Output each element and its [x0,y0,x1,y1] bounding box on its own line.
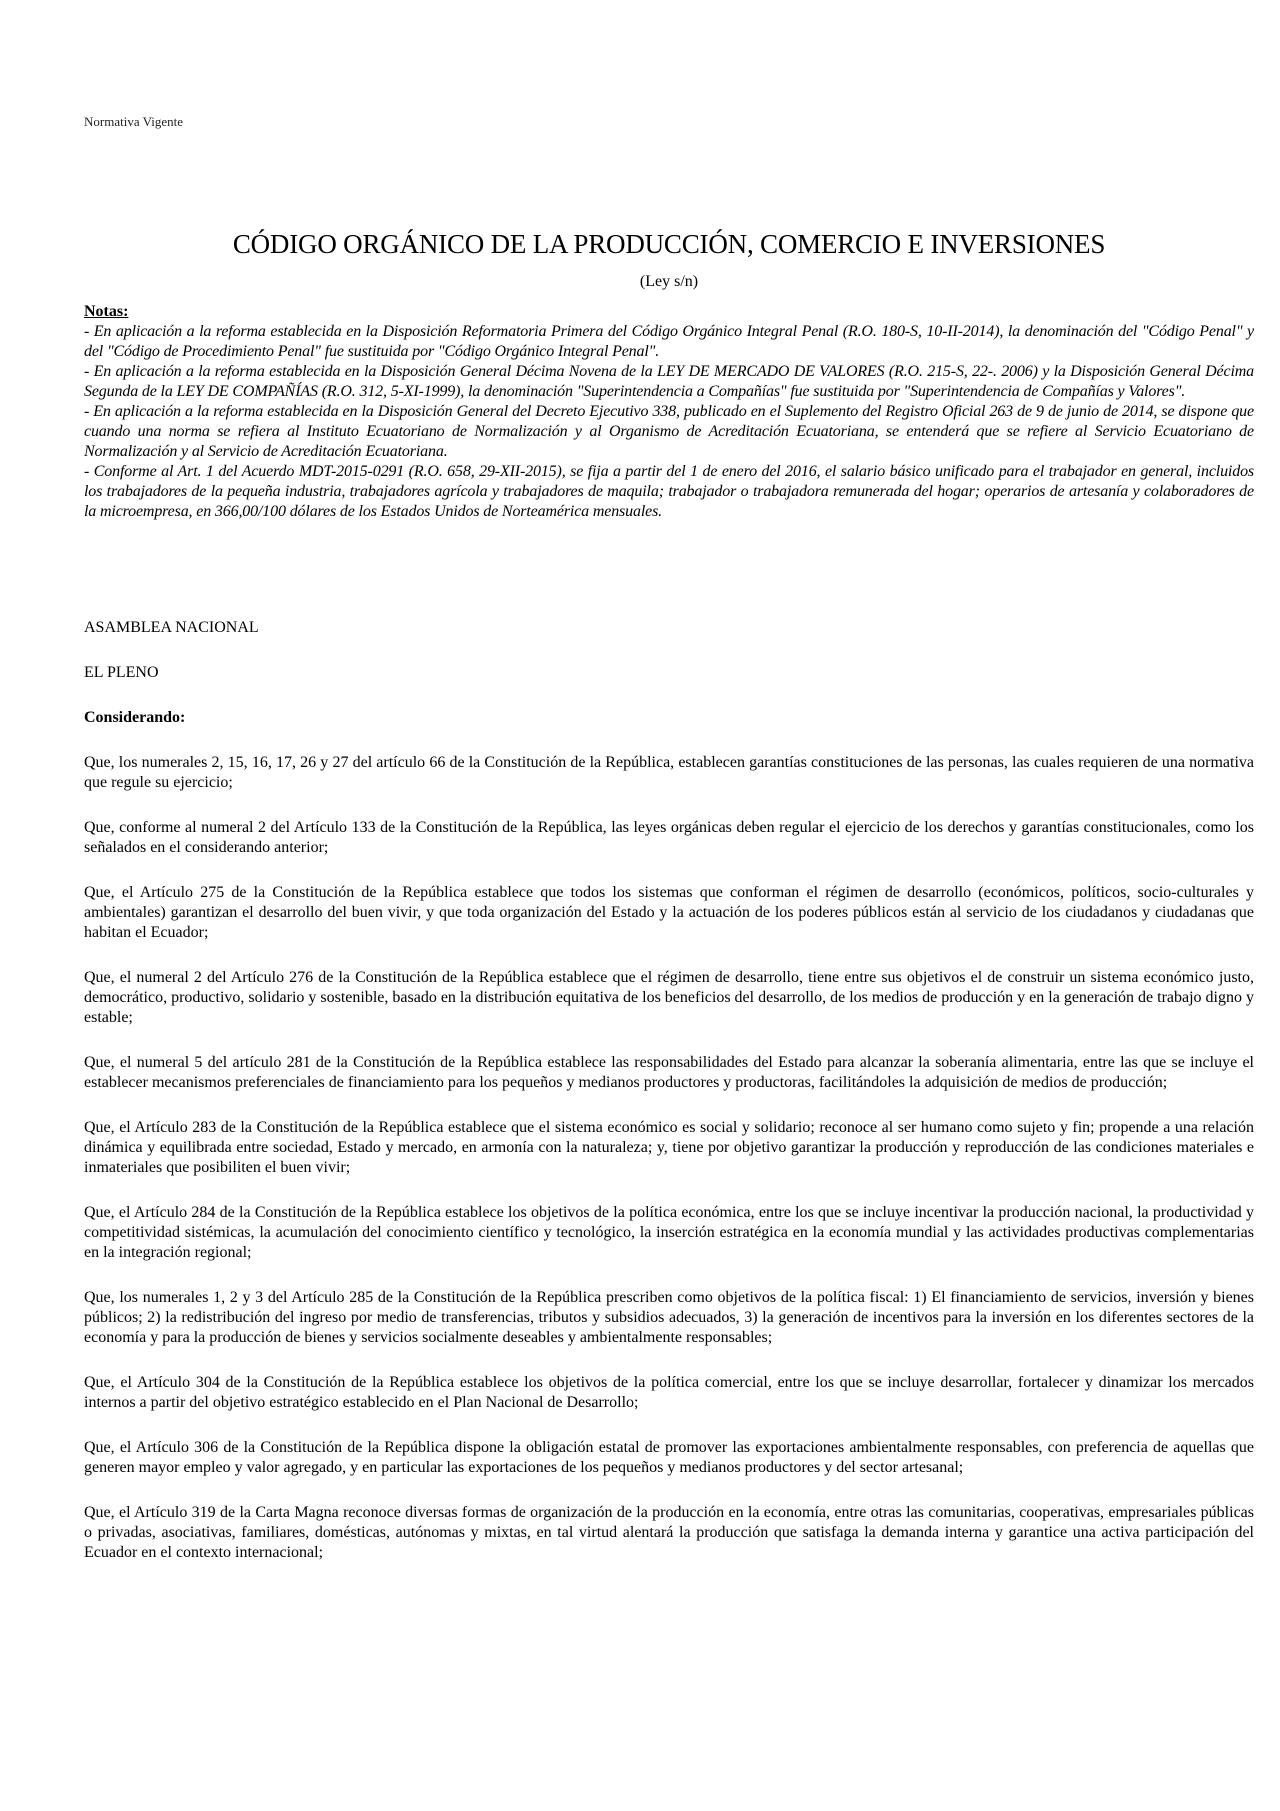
considering-paragraph: Que, el Artículo 284 de la Constitución de la República establece los objetivos de la política económica, entre los que se incluye incentivar la producción nacional, la productividad y competitividad sistémicas, la acumulación del conocimiento científico y tecnológico, la inserción estratégica en la economía mundial y las actividades productivas complementarias en la integración regional; [84,1204,1254,1261]
considering-paragraph: Que, los numerales 1, 2 y 3 del Artículo 285 de la Constitución de la República prescriben como objetivos de la política fiscal: 1) El financiamiento de servicios, inversión y bienes públicos; 2) la redistribución del ingreso por medio de transferencias, tributos y subsidios adecuados, 3) la generación de incentivos para la inversión en los diferentes sectores de la economía y para la producción de bienes y servicios socialmente deseables y ambientalmente responsables; [84,1289,1254,1346]
considering-paragraph: Que, el Artículo 304 de la Constitución de la República establece los objetivos de la política comercial, entre los que se incluye desarrollar, fortalecer y dinamizar los mercados internos a partir del objetivo estratégico establecido en el Plan Nacional de Desarrollo; [84,1374,1254,1411]
considering-paragraph: Que, el numeral 5 del artículo 281 de la Constitución de la República establece las responsabilidades del Estado para alcanzar la soberanía alimentaria, entre las que se incluye el establecer mecanismos preferenciales de financiamiento para los pequeños y medianos productores y productoras, facilitándoles la adquisición de medios de producción; [84,1054,1254,1091]
considering-paragraph: Que, el Artículo 283 de la Constitución de la República establece que el sistema económico es social y solidario; reconoce al ser humano como sujeto y fin; propende a una relación dinámica y equilibrada entre sociedad, Estado y mercado, en armonía con la naturaleza; y, tiene por objetivo garantizar la producción y reproducción de las condiciones materiales e inmateriales que posibiliten el buen vivir; [84,1119,1254,1176]
considering-paragraph: Que, el Artículo 319 de la Carta Magna reconoce diversas formas de organización de la producción en la economía, entre otras las comunitarias, cooperativas, empresariales públicas o privadas, asociativas, familiares, domésticas, autónomas y mixtas, en tal virtud alentará la producción que satisfaga la demanda interna y garantice una activa participación del Ecuador en el contexto internacional; [84,1504,1254,1561]
notes-section [84,302,1254,522]
note-item: - En aplicación a la reforma establecida en la Disposición General Décima Novena de la LEY DE MERCADO DE VALORES (R.O. 215-S, 22-. 2006) y la Disposición General Décima Segunda de la LEY DE COMPAÑÍAS (R.O. 312, 5-XI-1999), la denominación "Superintendencia a Compañías" fue sustituida por "Superintendencia de Compañías y Valores". [84,363,1254,400]
note-item: - En aplicación a la reforma establecida en la Disposición Reformatoria Primera del Código Orgánico Integral Penal (R.O. 180-S, 10-II-2014), la denominación del "Código Penal" y del "Código de Procedimiento Penal" fue sustituida por "Código Orgánico Integral Penal". [84,323,1254,360]
assembly-heading: ASAMBLEA NACIONAL [84,619,259,636]
document-subtitle: (Ley s/n) [639,273,699,290]
document-title: CÓDIGO ORGÁNICO DE LA PRODUCCIÓN, COMERCIO E INVERSIONES [232,229,1106,259]
considering-paragraph: Que, el numeral 2 del Artículo 276 de la Constitución de la República establece que el régimen de desarrollo, tiene entre sus objetivos el de construir un sistema económico justo, democrático, productivo, solidario y sostenible, basado en la distribución equitativa de los beneficios del desarrollo, de los medios de producción y en la generación de trabajo digno y estable; [84,969,1254,1026]
considering-paragraph: Que, el Artículo 306 de la Constitución de la República dispone la obligación estatal de promover las exportaciones ambientalmente responsables, con preferencia de aquellas que generen mayor empleo y valor agregado, y en particular las exportaciones de los pequeños y medianos productores y del sector artesanal; [84,1439,1254,1476]
considering-heading: Considerando: [84,709,186,726]
body-section [84,618,1254,1588]
considering-paragraph: Que, los numerales 2, 15, 16, 17, 26 y 27 del artículo 66 de la Constitución de la República, establecen garantías constituciones de las personas, las cuales requieren de una normativa que regule su ejercicio; [84,754,1254,791]
plenary-heading: EL PLENO [84,664,159,681]
header-label: Normativa Vigente [84,114,183,129]
note-item: - Conforme al Art. 1 del Acuerdo MDT-2015-0291 (R.O. 658, 29-XII-2015), se fija a partir del 1 de enero del 2016, el salario básico unificado para el trabajador en general, incluidos los trabajadores de la pequeña industria, trabajadores agrícola y trabajadores de maquila; trabajador o trabajadora remunerada del hogar; operarios de artesanía y colaboradores de la microempresa, en 366,00/100 dólares de los Estados Unidos de Norteamérica mensuales. [84,463,1254,520]
note-item: - En aplicación a la reforma establecida en la Disposición General del Decreto Ejecutivo 338, publicado en el Suplemento del Registro Oficial 263 de 9 de junio de 2014, se dispone que cuando una norma se refiera al Instituto Ecuatoriano de Normalización y al Organismo de Acreditación Ecuatoriana, se entenderá que se refiere al Servicio Ecuatoriano de Normalización y al Servicio de Acreditación Ecuatoriana. [84,403,1254,460]
considering-paragraph: Que, el Artículo 275 de la Constitución de la República establece que todos los sistemas que conforman el régimen de desarrollo (económicos, políticos, socio-culturales y ambientales) garantizan el desarrollo del buen vivir, y que toda organización del Estado y la actuación de los poderes públicos están al servicio de los ciudadanos y ciudadanas que habitan el Ecuador; [84,884,1254,941]
considering-paragraph: Que, conforme al numeral 2 del Artículo 133 de la Constitución de la República, las leyes orgánicas deben regular el ejercicio de los derechos y garantías constitucionales, como los señalados en el considerando anterior; [84,819,1254,856]
notes-heading: Notas: [84,303,129,320]
